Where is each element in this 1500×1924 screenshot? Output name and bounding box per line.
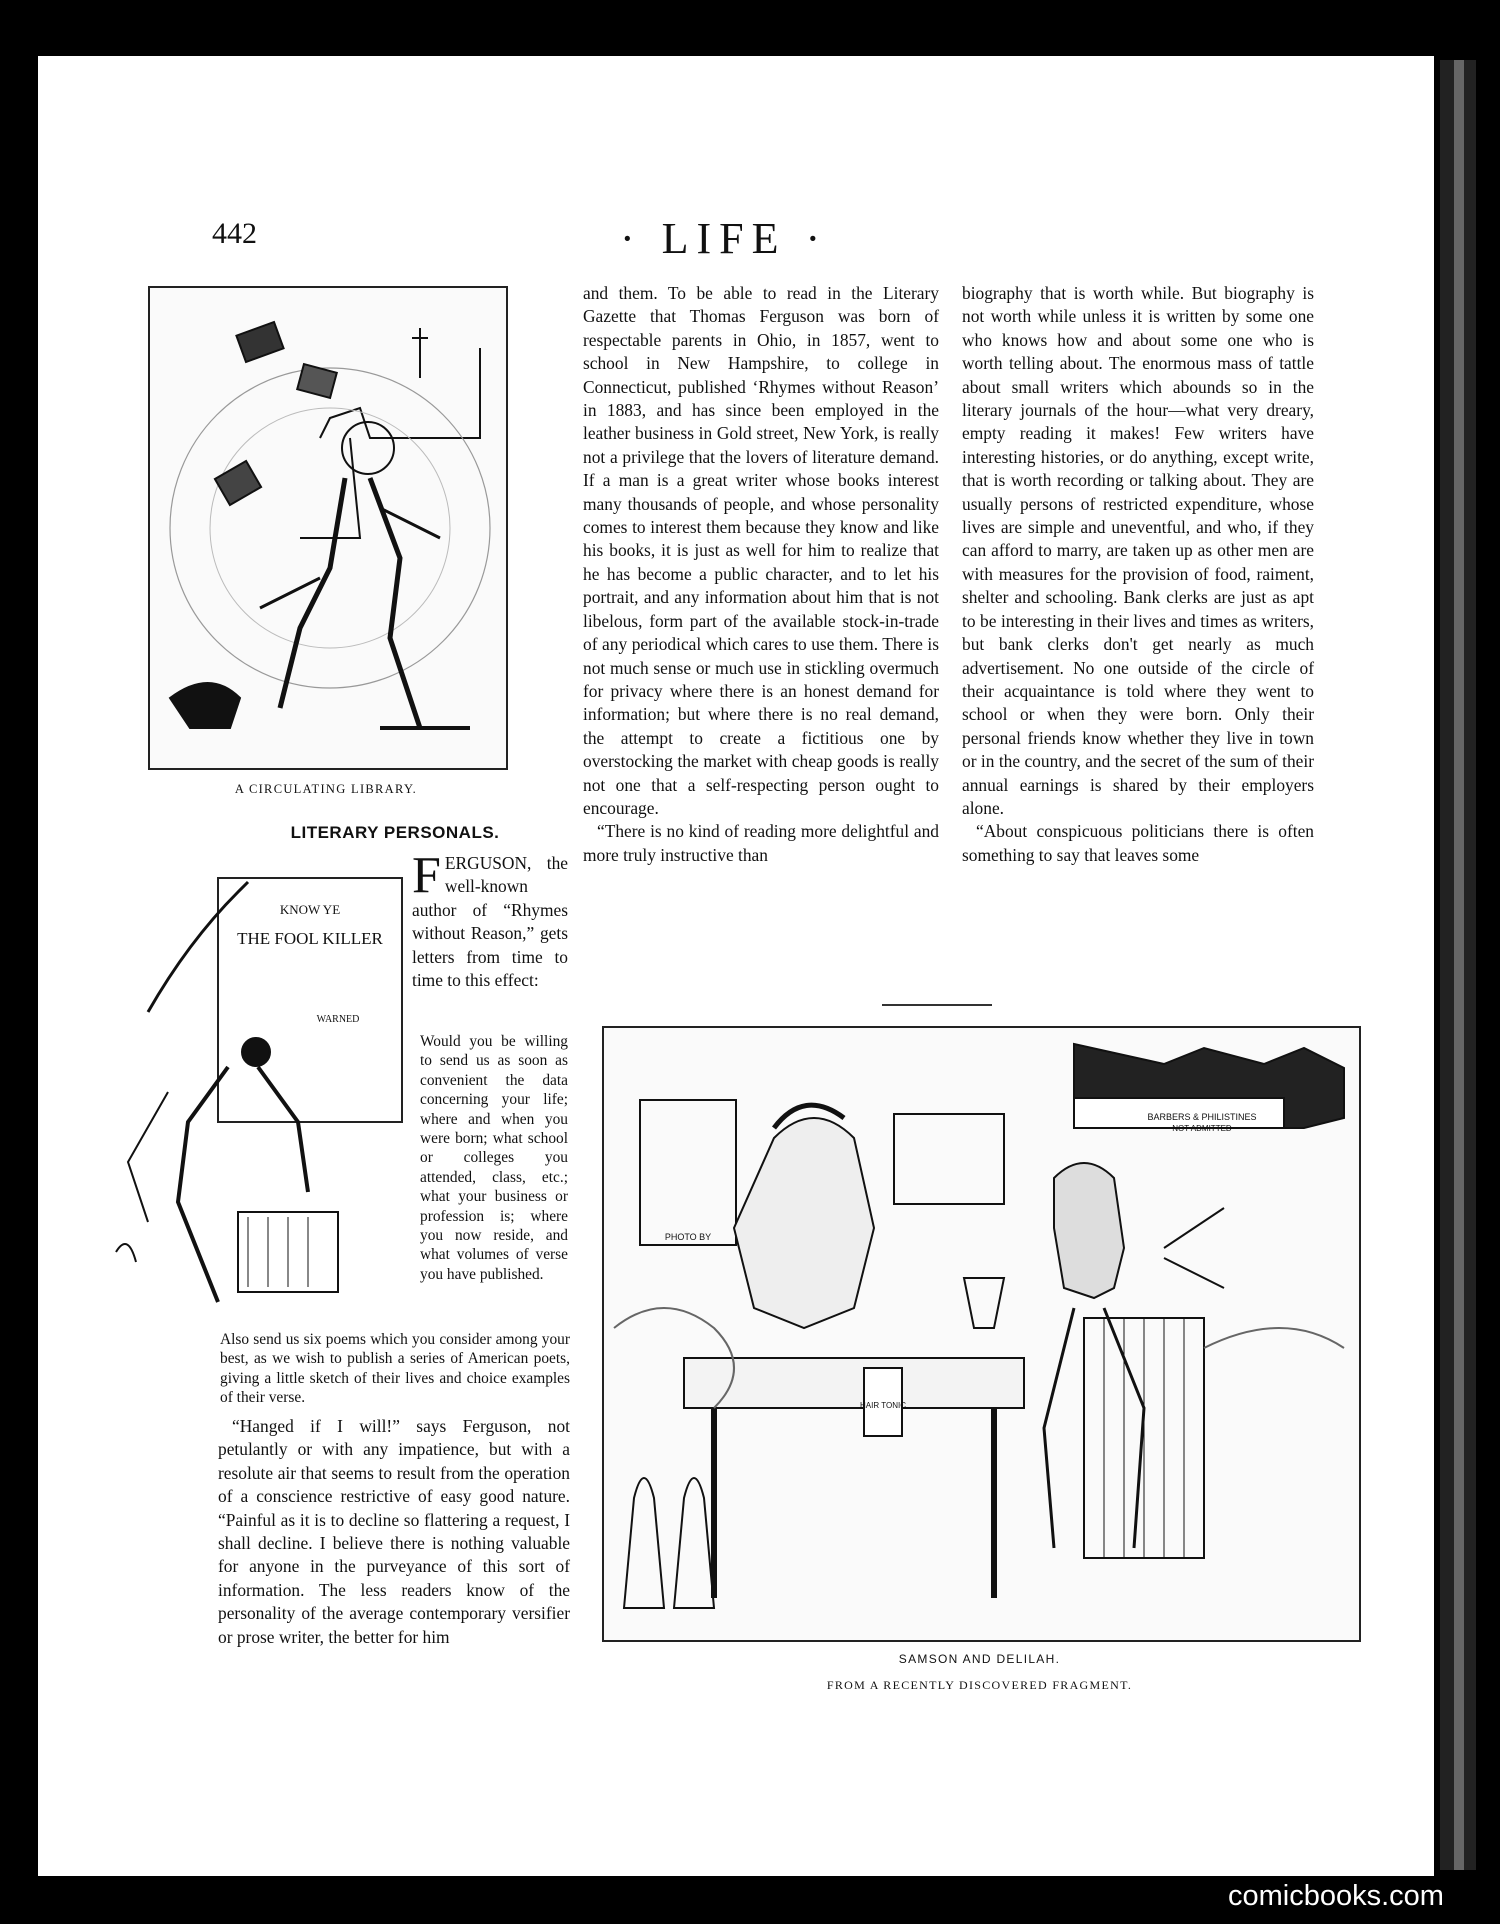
section-divider xyxy=(882,1004,992,1006)
photo-by-label: PHOTO BY xyxy=(664,1232,712,1242)
poster-fool-killer: THE FOOL KILLER xyxy=(237,929,383,948)
next-page-edge-inner xyxy=(1454,60,1464,1870)
ferguson-reply-paragraph: “Hanged if I will!” says Ferguson, not petulantly or with any impatience, but with a resolute air that seems to result from the operation of a conscience restrictive of easy good nature. “Painful as it is to decline so flattering a request, I shall decline. I believe there is nothing valuable for anyone in the purveyance of this sort of information. The less readers know of the personality of the average contemporary versifier or prose writer, the better for him xyxy=(218,1416,570,1647)
samson-delilah-subcaption: FROM A RECENTLY DISCOVERED FRAGMENT. xyxy=(826,1678,1133,1692)
samson-delilah-drawing-icon xyxy=(604,1028,1359,1640)
fool-killer-figure-drawing-icon xyxy=(108,862,404,1304)
column-3 xyxy=(962,282,1314,867)
poster-know-ye: KNOW YE xyxy=(279,902,341,917)
poster-warned: WARNED xyxy=(316,1014,360,1025)
letter-quote-narrow xyxy=(420,1032,568,1284)
privacy-paragraph: and them. To be able to read in the Literary Gazette that Thomas Ferguson was born of respectable parents in Ohio, in 1857, went to school in New Hampshire, to college in Connecticut, published ‘Rhymes without Reason’ in 1883, and has since been employed in the leather business in Gold street, New York, is really not a privilege that the lovers of literature demand. If a man is a great writer whose books interest many thousands of people, and whose personality comes to interest them because they know and like his books, it is just as well for him to realize that he has become a public character, and to let his portrait, and any information about him that is not libelous, form part of the available stock-in-trade of any periodical which cares to use them. There is not much sense or much use in stickling overmuch for privacy where there is an honest demand for information; but where there is no real demand, the attempt to create a fictitious one by overstocking the market with cheap goods is really not one that a self-respecting person ought to encourage. xyxy=(583,283,939,818)
article-heading: LITERARY PERSONALS. xyxy=(290,823,500,842)
masthead-title: · LIFE · xyxy=(620,214,829,263)
man-juggling-books-drawing-icon xyxy=(150,288,506,768)
watermark: comicbooks.com xyxy=(1228,1880,1444,1912)
dropcap-letter: F xyxy=(412,847,441,904)
hair-tonic-label: HAIR TONIC xyxy=(860,1401,906,1410)
barbers-sign-line1: BARBERS & PHILISTINES xyxy=(1147,1112,1257,1122)
circulating-library-caption: A CIRCULATING LIBRARY. xyxy=(234,782,418,796)
column-1-wrap-text xyxy=(412,847,568,992)
politicians-paragraph: “About conspicuous politicians there is often something to say that leaves some xyxy=(962,821,1314,865)
letter-quote-part-a: Would you be willing to send us as soon as convenient the data concerning your life; where and when you were born; what school or colleges you attended, class, etc.; what your business or profession is; where you now reside, and what volumes of verse you have published. xyxy=(420,1033,568,1283)
barbers-sign-line2: NOT ADMITTED xyxy=(1172,1124,1232,1133)
fool-killer-illustration xyxy=(108,862,404,1304)
page-number: 442 xyxy=(212,217,257,250)
letter-quote-full xyxy=(220,1330,570,1408)
circulating-library-illustration xyxy=(148,286,508,770)
column-1-lower xyxy=(218,1415,570,1649)
samson-delilah-illustration xyxy=(602,1026,1361,1642)
column-2 xyxy=(583,282,939,867)
biography-paragraph: biography that is worth while. But biography is not worth while unless it is written by some one who knows how and about some one who is worth telling about. The enormous mass of tattle about small writers which abounds so in the literary journals of the hour—what very dreary, empty reading it makes! Few writers have interesting histories, or do anything, except write, that is worth recording or talking about. They are usually persons of restricted expenditure, whose lives are simple and uneventful, and who, if they can afford to marry, are taken up as other men are with measures for the provision of food, raiment, shelter and schooling. Bank clerks are just as apt to be interesting in their lives and times as writers, but bank clerks don't get nearly as much advertisement. No one outside of the circle of their acquaintance is told where they went to school or when they were born. Only their personal friends know whether they live in town or in the country, and the secret of the sum of their annual earnings is shared by their employers alone. xyxy=(962,283,1314,818)
samson-delilah-caption: SAMSON AND DELILAH. xyxy=(898,1652,1061,1666)
letter-quote-part-b: Also send us six poems which you consider among your best, as we wish to publish a series of American poets, giving a little sketch of their lives and choice examples of their verse. xyxy=(220,1331,570,1407)
biography-intro-paragraph: “There is no kind of reading more delightful and more truly instructive than xyxy=(583,821,939,865)
article-lead-paragraph: ERGUSON, the well-known author of “Rhymes without Reason,” gets letters from time to time to this effect: xyxy=(412,853,568,991)
